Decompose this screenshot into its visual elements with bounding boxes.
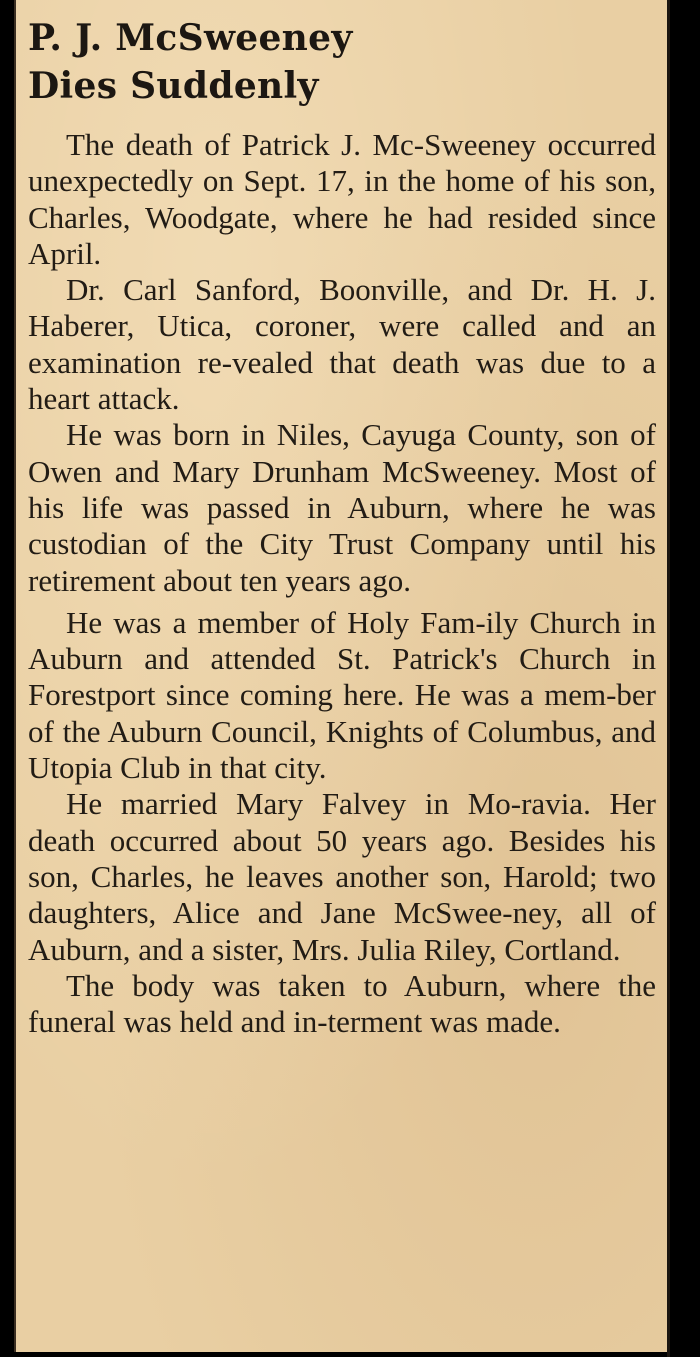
article-body bbox=[28, 127, 656, 1040]
paragraph-church: He was a member of Holy Fam-ily Church in Auburn and attended St. Patrick's Church in Forestport since coming here. He was a mem-ber of the Auburn Council, Knights of Columbus, and Utopia Club in that city. bbox=[28, 604, 656, 786]
paragraph-family: He married Mary Falvey in Mo-ravia. Her death occurred about 50 years ago. Besides his son, Charles, he leaves another son, Harold; two daughters, Alice and Jane McSwee-ney, all of Auburn, and a sister, Mrs. Julia Riley, Cortland. bbox=[28, 786, 656, 967]
column-rule bbox=[667, 0, 670, 1357]
paragraph-death: The death of Patrick J. Mc-Sweeney occurred unexpectedly on Sept. 17, in the home of his son, Charles, Woodgate, where he had resided since April. bbox=[28, 127, 656, 271]
paragraph-birth: He was born in Niles, Cayuga County, son of Owen and Mary Drunham McSweeney. Most of his life was passed in Auburn, where he was custodian of the City Trust Company until his retirement about ten years ago. bbox=[28, 417, 656, 598]
paragraph-examination: Dr. Carl Sanford, Boonville, and Dr. H. J. Haberer, Utica, coroner, were called and an examination re-vealed that death was due to a heart attack. bbox=[28, 272, 656, 417]
newspaper-clipping bbox=[16, 0, 668, 1352]
clipping-left-edge bbox=[14, 0, 16, 1352]
headline bbox=[28, 14, 353, 110]
paragraph-funeral: The body was taken to Auburn, where the funeral was held and in-terment was made. bbox=[28, 967, 656, 1040]
headline-line-1: P. J. McSweeney bbox=[28, 17, 353, 59]
headline-line-2: Dies Suddenly bbox=[28, 65, 319, 107]
